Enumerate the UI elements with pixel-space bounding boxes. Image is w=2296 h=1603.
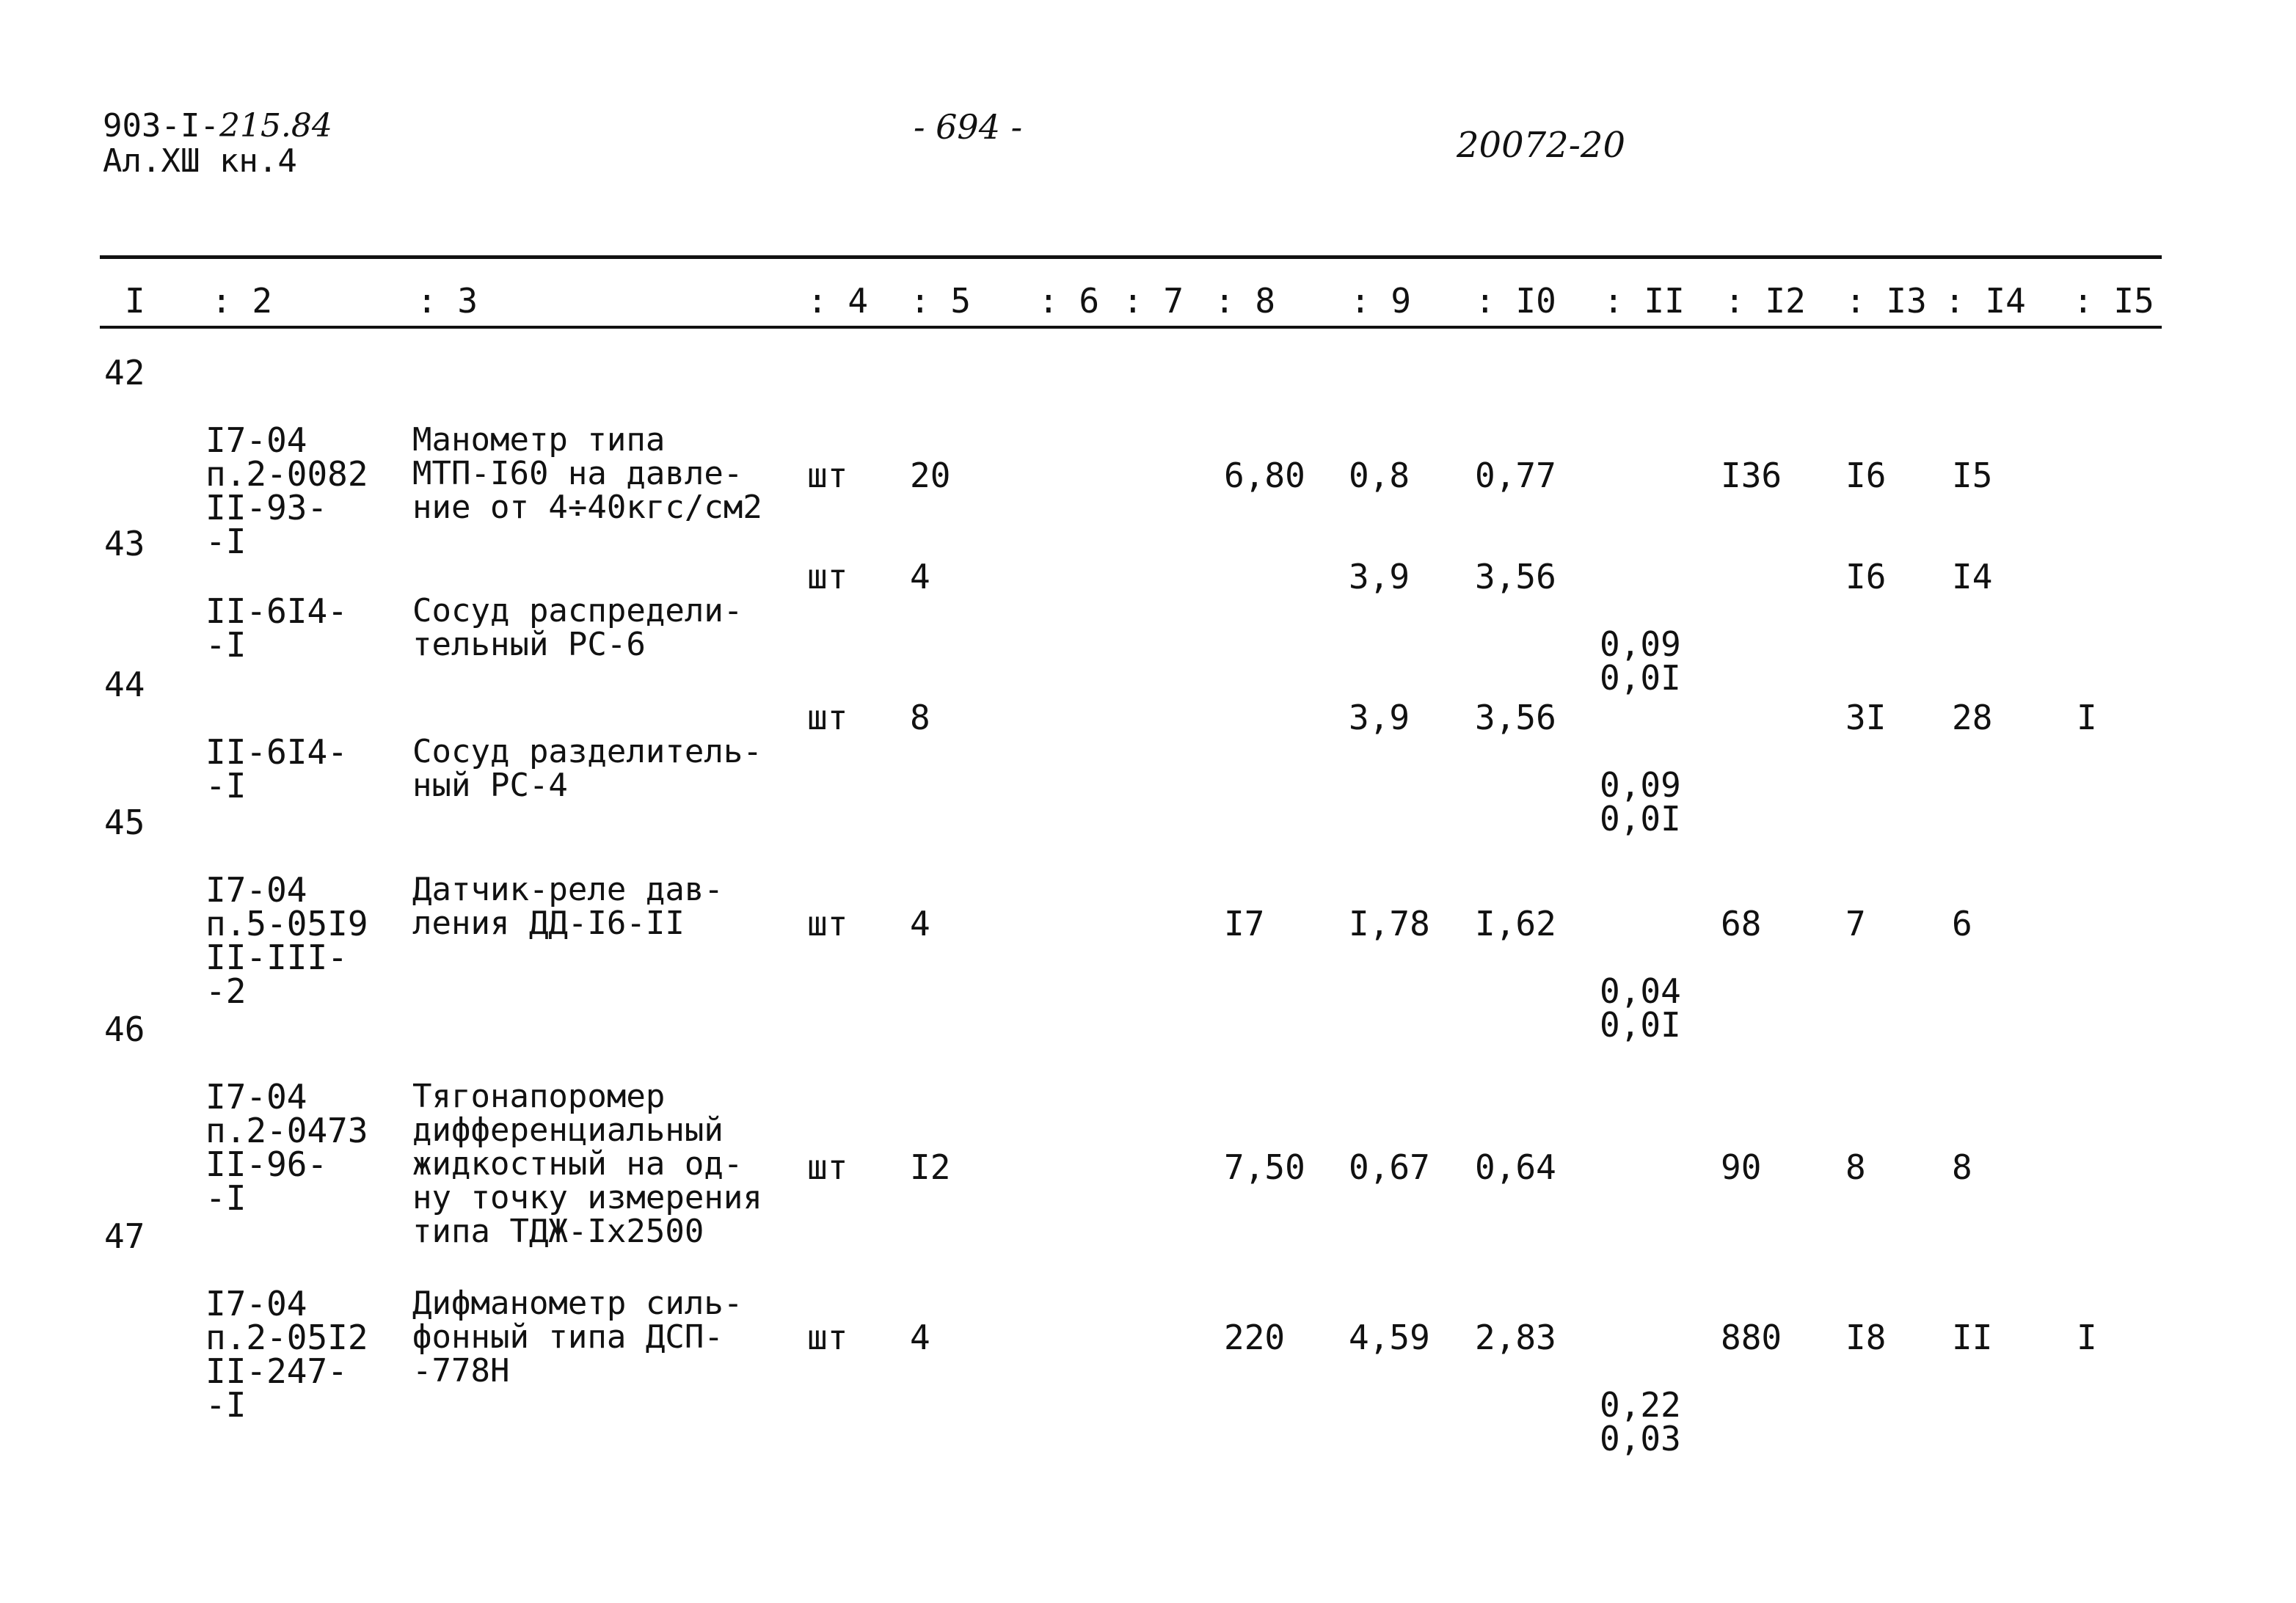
quantity: 8 [910, 698, 930, 737]
item-name: Тягонапоромер дифференциальный жидкостный на од- ну точку измерения типа ТДЖ-Iх2500 [412, 1078, 762, 1250]
col-10-value: 0,64 [1475, 1147, 1556, 1187]
quantity: 20 [910, 456, 951, 495]
row-number: 47 [104, 1216, 145, 1256]
col-14-value: I5 [1952, 456, 1993, 495]
col-9-value: 0,8 [1349, 456, 1410, 495]
col-11-value: 0,04 0,0I [1600, 971, 1681, 1045]
item-name: Сосуд разделитель- ный РС-4 [412, 733, 762, 804]
column-header: : 6 [1038, 281, 1100, 321]
quantity: 4 [910, 904, 930, 943]
col-8-value: 220 [1224, 1318, 1286, 1357]
item-name: Манометр типа МТП-I60 на давле- ние от 4÷40кгс/см2 [412, 421, 762, 526]
column-header: : 4 [807, 281, 869, 321]
col-9-value: 4,59 [1349, 1318, 1430, 1357]
document-number: 20072-20 [1457, 125, 1625, 166]
page-number-text: - 694 - [914, 107, 1023, 147]
unit: шт [807, 456, 848, 495]
column-header: : I5 [2073, 281, 2154, 321]
column-header: : I3 [1845, 281, 1927, 321]
column-header: : 5 [910, 281, 972, 321]
unit: шт [807, 1147, 848, 1187]
col-14-value: II [1952, 1318, 1993, 1357]
price-code: I7-04 п.2-05I2 II-247- -I [205, 1284, 368, 1425]
col-12-value: I36 [1721, 456, 1782, 495]
col-11-value: 0,09 0,0I [1600, 624, 1681, 698]
col-9-value: 0,67 [1349, 1147, 1430, 1187]
col-10-value: I,62 [1475, 904, 1556, 943]
price-code: II-6I4- -I [205, 591, 348, 665]
table-header-rule [100, 326, 2162, 329]
col-8-value: 6,80 [1224, 456, 1305, 495]
quantity: 4 [910, 1318, 930, 1357]
row-number: 45 [104, 803, 145, 842]
price-code: I7-04 п.2-0082 II-93- -I [205, 420, 368, 561]
col-15-value: I [2077, 1318, 2097, 1357]
unit: шт [807, 904, 848, 943]
table-top-rule [100, 255, 2162, 259]
col-15-value: I [2077, 698, 2097, 737]
row-number: 46 [104, 1009, 145, 1049]
col-10-value: 3,56 [1475, 698, 1556, 737]
col-14-value: I4 [1952, 557, 1993, 596]
col-14-value: 6 [1952, 904, 1972, 943]
col-13-value: 3I [1845, 698, 1887, 737]
col-10-value: 0,77 [1475, 456, 1556, 495]
item-name: Сосуд распредели- тельный РС-6 [412, 592, 743, 663]
price-code: II-6I4- -I [205, 732, 348, 806]
row-number: 42 [104, 353, 145, 392]
unit: шт [807, 557, 848, 596]
page-number [914, 109, 1022, 145]
document-code-prefix: 903-I- [103, 107, 219, 145]
column-header: I [125, 281, 145, 321]
price-code: I7-04 п.5-05I9 II-III- -2 [205, 870, 368, 1011]
quantity: I2 [910, 1147, 951, 1187]
col-11-value: 0,09 0,0I [1600, 765, 1681, 839]
album-book-label: Ал.XШ кн.4 [103, 142, 297, 180]
column-header: : 8 [1214, 281, 1276, 321]
item-name: Дифманометр силь- фонный типа ДСП- -778Н [412, 1285, 743, 1390]
col-12-value: 880 [1721, 1318, 1782, 1357]
col-13-value: 8 [1845, 1147, 1866, 1187]
col-8-value: I7 [1224, 904, 1265, 943]
unit: шт [807, 1318, 848, 1357]
col-9-value: 3,9 [1349, 557, 1410, 596]
column-header: : 9 [1350, 281, 1412, 321]
col-8-value: 7,50 [1224, 1147, 1305, 1187]
quantity: 4 [910, 557, 930, 596]
col-12-value: 68 [1721, 904, 1762, 943]
col-13-value: 7 [1845, 904, 1866, 943]
item-name: Датчик-реле дав- ления ДД-I6-II [412, 871, 724, 942]
document-code [103, 109, 332, 179]
col-13-value: I8 [1845, 1318, 1887, 1357]
col-10-value: 3,56 [1475, 557, 1556, 596]
row-number: 43 [104, 524, 145, 563]
column-header: : I0 [1475, 281, 1556, 321]
col-10-value: 2,83 [1475, 1318, 1556, 1357]
col-13-value: I6 [1845, 557, 1887, 596]
col-14-value: 8 [1952, 1147, 1972, 1187]
col-13-value: I6 [1845, 456, 1887, 495]
column-header: : II [1603, 281, 1685, 321]
column-header: : I4 [1945, 281, 2026, 321]
column-header: : I2 [1724, 281, 1806, 321]
column-header: : 3 [417, 281, 478, 321]
price-code: I7-04 п.2-0473 II-96- -I [205, 1077, 368, 1218]
row-number: 44 [104, 665, 145, 704]
col-14-value: 28 [1952, 698, 1993, 737]
column-header: : 2 [211, 281, 273, 321]
unit: шт [807, 698, 848, 737]
col-11-value: 0,22 0,03 [1600, 1385, 1681, 1458]
col-9-value: I,78 [1349, 904, 1430, 943]
col-12-value: 90 [1721, 1147, 1762, 1187]
col-9-value: 3,9 [1349, 698, 1410, 737]
column-header: : 7 [1123, 281, 1184, 321]
document-code-handwritten: 215.84 [219, 107, 332, 145]
